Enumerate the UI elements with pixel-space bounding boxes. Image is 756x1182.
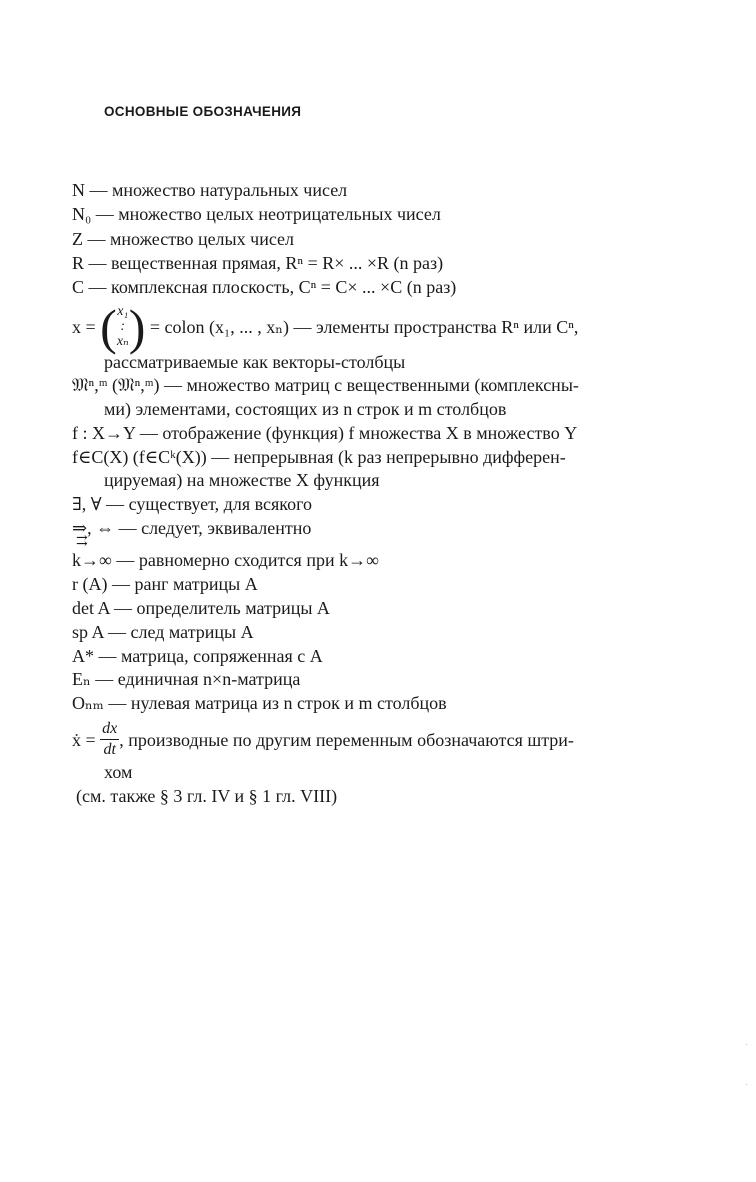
notation-complex-plane: C — комплексная плоскость, Cⁿ = C× ... ×C (n раз) xyxy=(72,277,457,297)
fraction-denominator: dt xyxy=(103,741,116,759)
notation-adjoint: A* — матрица, сопряженная с A xyxy=(72,646,323,666)
notation-see-also: (см. также § 3 гл. IV и § 1 гл. VIII) xyxy=(76,786,338,806)
notation-continuous: f∈C(X) (f∈Cᵏ(X)) — непрерывная (k раз непрерывно дифферен- xyxy=(72,447,566,467)
vector-mid: : xyxy=(120,319,126,335)
notation-derivative-cont: хом xyxy=(104,762,133,782)
uniform-convergence-arrow: ⇉ xyxy=(76,534,88,549)
notation-determinant: det A — определитель матрицы A xyxy=(72,598,330,618)
notation-rank: r (A) — ранг матрицы A xyxy=(72,574,258,594)
derivative-fraction xyxy=(100,719,119,760)
notation-continuous-cont: цируемая) на множестве X функция xyxy=(104,470,380,490)
notation-identity: Eₙ — единичная n×n-матрица xyxy=(72,669,301,689)
notation-integers: Z — множество целых чисел xyxy=(72,229,295,249)
derivative-lhs: ẋ = xyxy=(72,729,96,750)
vector-bottom: xₙ xyxy=(116,334,129,350)
vector-top: x₁ xyxy=(117,304,129,320)
notation-trace: sp A — след матрицы A xyxy=(72,622,254,642)
notation-natural-numbers: N — множество натуральных чисел xyxy=(72,180,348,200)
scan-speck: · xyxy=(745,1040,749,1051)
notation-real-line: R — вещественная прямая, Rⁿ = R× ... ×R (n раз) xyxy=(72,253,444,273)
notation-zero-matrix: Oₙₘ — нулевая матрица из n строк и m столбцов xyxy=(72,693,447,713)
column-vector xyxy=(117,304,129,349)
notation-matrices-cont: ми) элементами, состоящих из n строк и m столбцов xyxy=(104,399,507,419)
vector-description: = colon (x₁, ... , xₙ) — элементы пространства Rⁿ или Cⁿ, xyxy=(149,316,579,337)
notation-matrices: 𝔐ⁿ,ᵐ (𝔐ⁿ,ᵐ) — множество матриц с вещественными (комплексны- xyxy=(72,375,579,395)
notation-derivative xyxy=(72,716,574,762)
scan-speck-2: · xyxy=(745,1080,749,1091)
notation-column-vector-cont: рассматриваемые как векторы-столбцы xyxy=(104,352,406,372)
page-heading: ОСНОВНЫЕ ОБОЗНАЧЕНИЯ xyxy=(104,104,302,119)
derivative-description: , производные по другим переменным обозначаются штри- xyxy=(119,729,574,750)
notation-uniform-convergence: k→∞ — равномерно сходится при k→∞ xyxy=(72,550,379,570)
notation-quantifiers: ∃, ∀ — существует, для всякого xyxy=(72,494,313,514)
left-paren: ( xyxy=(100,298,117,355)
notation-implication: ⇒, ⇔ — следует, эквивалентно xyxy=(72,518,312,538)
notation-mapping: f : X→Y — отображение (функция) f множества X в множество Y xyxy=(72,423,578,443)
notation-nonnegative-integers: N₀ — множество целых неотрицательных чисел xyxy=(72,204,441,224)
fraction-numerator: dx xyxy=(100,719,119,740)
right-paren: ) xyxy=(128,298,146,355)
notation-column-vector xyxy=(72,298,579,355)
vector-lhs: x = xyxy=(72,316,96,337)
